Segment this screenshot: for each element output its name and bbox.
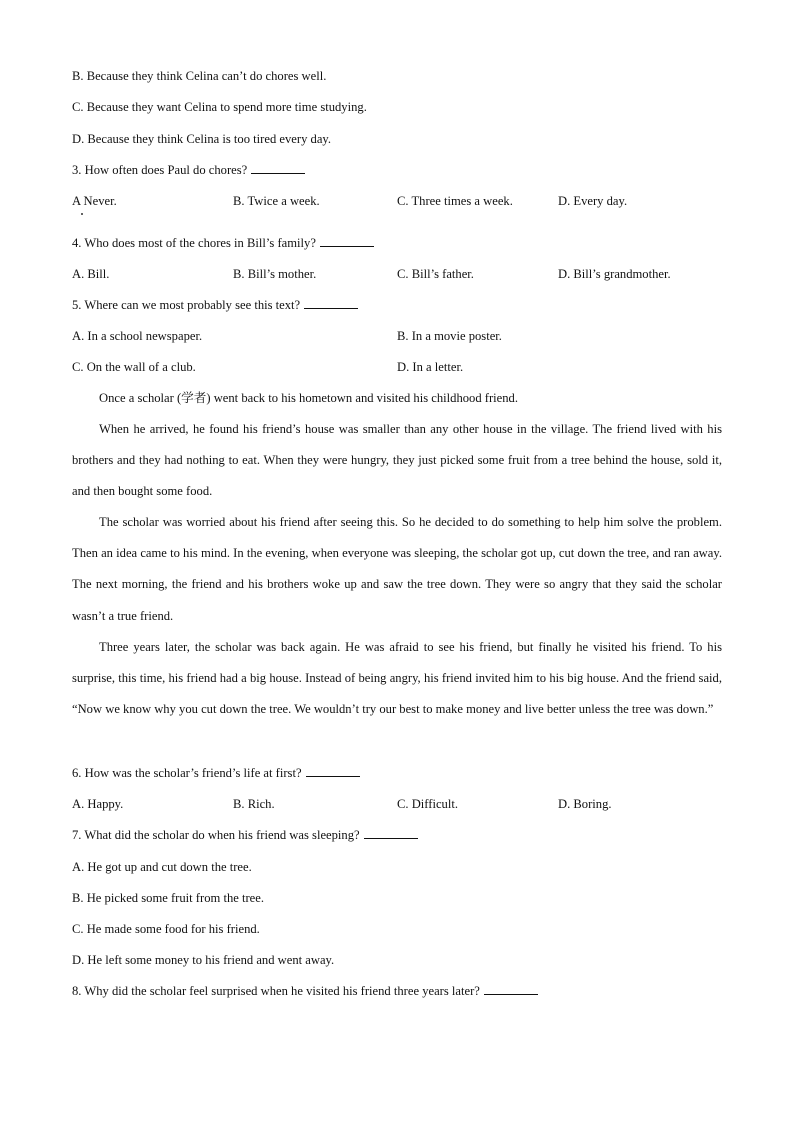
q3-question: 3. How often does Paul do chores? [72, 163, 248, 177]
q3-question-line [72, 162, 305, 178]
q6-question: 6. How was the scholar’s friend’s life at first? [72, 766, 302, 780]
q5-answer-blank [304, 298, 358, 309]
passage-paragraph-2 [72, 414, 722, 508]
q4-option-d: D. Bill’s grandmother. [558, 267, 671, 281]
stray-mark [81, 213, 83, 215]
q2-option-d: D. Because they think Celina is too tired every day. [72, 132, 332, 146]
q7-option-c: C. He made some food for his friend. [72, 922, 260, 936]
q6-answer-blank [306, 766, 360, 777]
passage-p2-text: When he arrived, he found his friend’s house was smaller than any other house in the village. The friend lived with his brothers and they had nothing to eat. When they were hungry, they just picked some fruit from a tree behind the house, sold it, and then bought some food. [72, 422, 722, 499]
q2-option-b: B. Because they think Celina can’t do chores well. [72, 69, 327, 83]
q6-option-d: D. Boring. [558, 797, 612, 811]
q4-option-c: C. Bill’s father. [397, 267, 474, 281]
passage-paragraph-1 [72, 383, 722, 414]
q6-option-b: B. Rich. [233, 797, 275, 811]
q6-option-a: A. Happy. [72, 797, 124, 811]
q3-option-a: A Never. [72, 194, 117, 208]
q3-answer-blank [251, 163, 305, 174]
q7-option-a: A. He got up and cut down the tree. [72, 860, 252, 874]
q7-question-line [72, 827, 418, 843]
q5-question-line [72, 297, 358, 313]
q4-option-b: B. Bill’s mother. [233, 267, 317, 281]
q7-option-b: B. He picked some fruit from the tree. [72, 891, 264, 905]
q2-option-c: C. Because they want Celina to spend more time studying. [72, 100, 367, 114]
q3-option-b: B. Twice a week. [233, 194, 320, 208]
passage-p3-text: The scholar was worried about his friend after seeing this. So he decided to do something to help him solve the problem. Then an idea came to his mind. In the evening, when everyone was sleeping, the scholar got up, cut down the tree, and ran away. The next morning, the friend and his brothers woke up and saw the tree down. They were so angry that they said the scholar wasn’t a true friend. [72, 515, 722, 623]
q4-question: 4. Who does most of the chores in Bill’s family? [72, 236, 316, 250]
passage-p1-text: Once a scholar (学者) went back to his hometown and visited his childhood friend. [99, 391, 518, 405]
q6-question-line [72, 765, 360, 781]
q8-answer-blank [484, 984, 538, 995]
q5-question: 5. Where can we most probably see this text? [72, 298, 301, 312]
passage-paragraph-3 [72, 507, 722, 632]
q4-option-a: A. Bill. [72, 267, 110, 281]
q4-answer-blank [320, 236, 374, 247]
q7-option-d: D. He left some money to his friend and went away. [72, 953, 335, 967]
q5-option-b: B. In a movie poster. [397, 329, 502, 343]
q6-option-c: C. Difficult. [397, 797, 458, 811]
q3-option-d: D. Every day. [558, 194, 628, 208]
q5-option-c: C. On the wall of a club. [72, 360, 196, 374]
q3-option-c: C. Three times a week. [397, 194, 513, 208]
q5-option-a: A. In a school newspaper. [72, 329, 203, 343]
passage-paragraph-4 [72, 632, 722, 726]
q8-question: 8. Why did the scholar feel surprised when he visited his friend three years later? [72, 984, 480, 998]
passage-p4-text: Three years later, the scholar was back again. He was afraid to see his friend, but finally he visited his friend. To his surprise, this time, his friend had a big house. Instead of being angry, his friend invited him to his big house. And the friend said, “Now we know why you cut down the tree. We wouldn’t try our best to make money and live better unless the tree was down.” [72, 640, 722, 717]
q5-option-d: D. In a letter. [397, 360, 464, 374]
q7-answer-blank [364, 828, 418, 839]
q8-question-line [72, 983, 538, 999]
q7-question: 7. What did the scholar do when his friend was sleeping? [72, 828, 360, 842]
q4-question-line [72, 235, 374, 251]
